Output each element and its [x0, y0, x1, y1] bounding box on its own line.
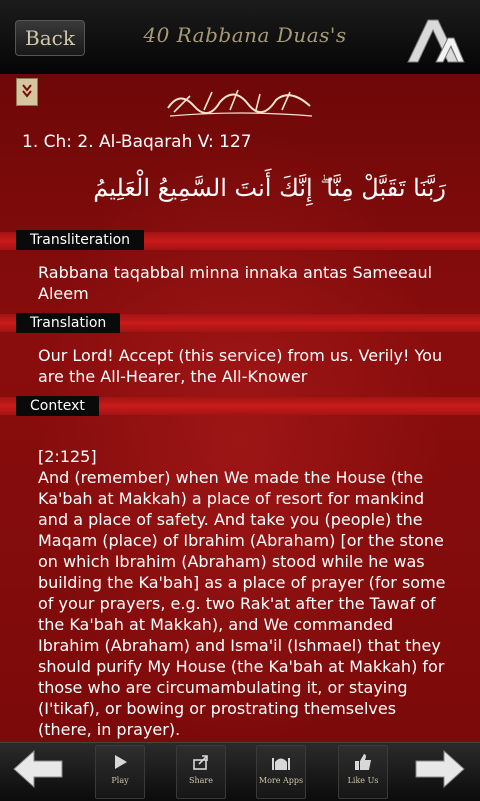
back-arrow-icon[interactable] [12, 749, 64, 789]
play-label: Play [111, 776, 129, 785]
context-text: [2:125] And (remember) when We made the House (the Ka'bah at Makkah) a place of resort for mankind and a place of safety. And take you (people) the Maqam (place) of Ibrahim (Abraham) [or the stone on which Ibrahim (Abraham) stood while he was building the Ka'bah] as a place of prayer (for some of your prayers, e.g. two Rak'at after the Tawaf of the Ka'bah at Makkah), and We commanded Ibrahim (Abraham) and Isma'il (Ishmael) that they should purify My House (the Ka'bah at Makkah) for those who are circumambulating it, or staying (I'tikaf), or bowing or prostrating themselves (there, in prayer). [38, 447, 446, 739]
more-apps-button[interactable] [256, 745, 306, 799]
like-us-button[interactable] [338, 745, 388, 799]
dua-content[interactable] [0, 74, 480, 742]
translation-text: Our Lord! Accept (this service) from us. Verily! You are the All-Hearer, the All-Knower [38, 346, 443, 386]
share-button[interactable] [176, 745, 226, 799]
font-size-icon[interactable] [406, 18, 466, 64]
transliteration-text: Rabbana taqabbal minna innaka antas Sameeaul Aleem [38, 263, 433, 303]
back-button[interactable]: Back [15, 20, 85, 56]
transliteration-label: Transliteration [16, 230, 144, 250]
share-icon [191, 752, 211, 772]
header-bar [0, 0, 480, 75]
play-icon [110, 752, 130, 772]
forward-arrow-icon[interactable] [414, 749, 466, 789]
play-button[interactable] [95, 745, 145, 799]
translation-label: Translation [16, 313, 120, 333]
like-us-label: Like Us [347, 776, 379, 785]
footer-toolbar [0, 742, 480, 801]
bookmark-icon[interactable] [16, 78, 38, 106]
share-label: Share [189, 776, 213, 785]
app-title: 40 Rabbana Duas's [143, 23, 347, 47]
more-apps-label: More Apps [258, 776, 304, 785]
context-label: Context [16, 396, 99, 416]
dua-reference: 1. Ch: 2. Al-Baqarah V: 127 [22, 132, 252, 152]
arabic-verse: رَبَّنَا تَقَبَّلْ مِنَّا ۖ إِنَّكَ أَنتَ السَّمِيعُ الْعَلِيمُ [93, 174, 446, 202]
thumbs-up-icon [353, 752, 373, 772]
mosque-icon [271, 752, 291, 772]
bismillah-calligraphy [160, 80, 320, 120]
